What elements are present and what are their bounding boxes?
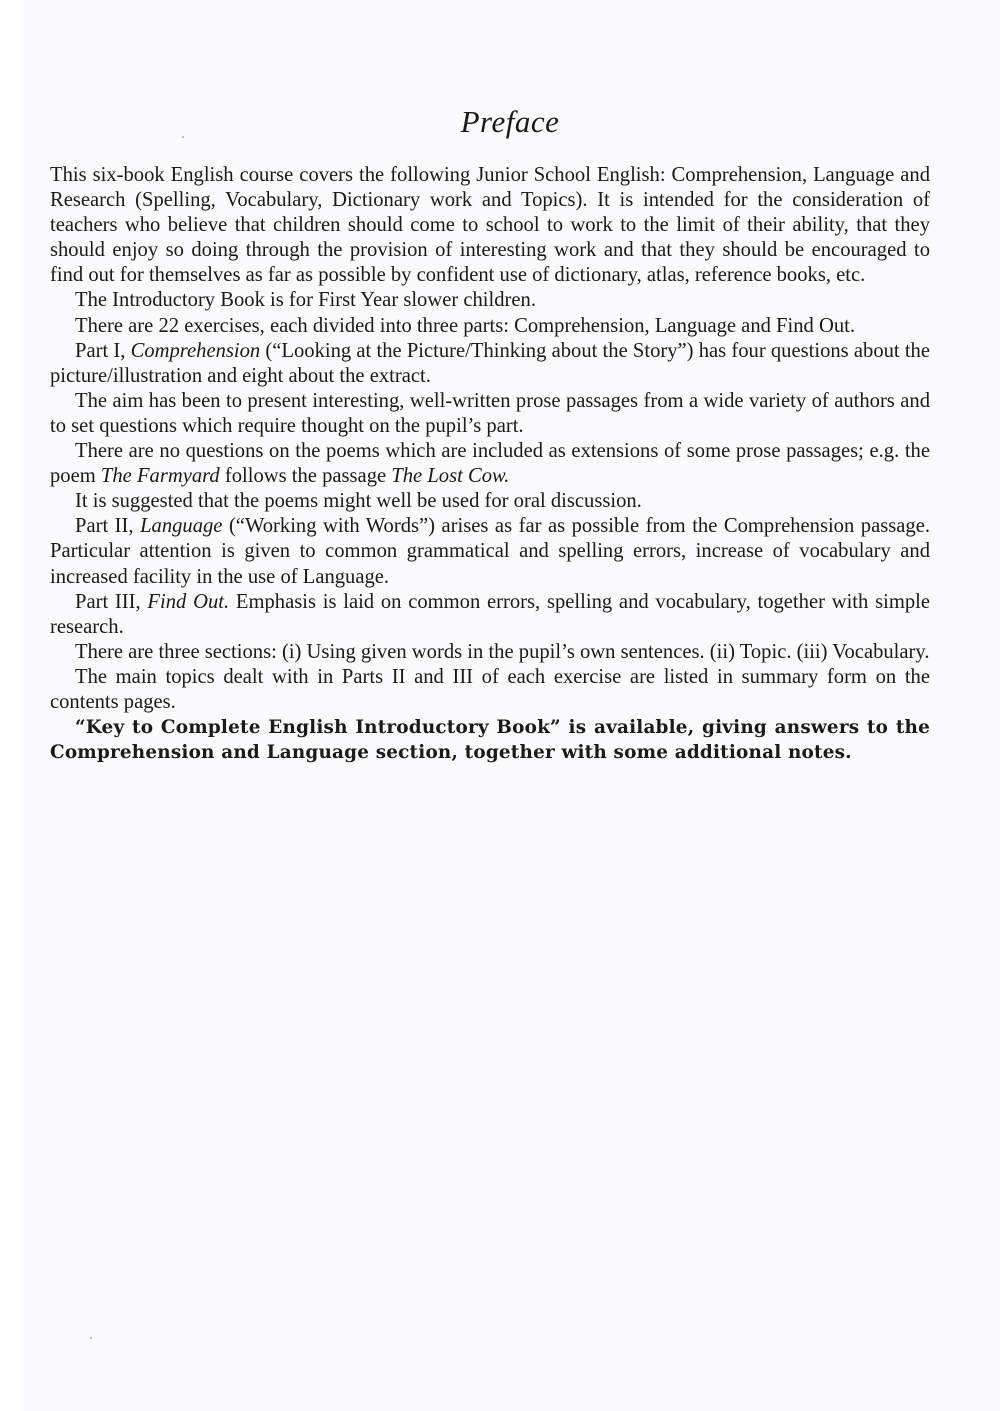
paragraph-oral: It is suggested that the poems might well be used for oral discussion. — [75, 490, 642, 513]
paragraph-exercises: There are 22 exercises, each divided into three parts: Comprehension, Language and Find Out. — [75, 314, 856, 337]
paragraph-intro: This six-book English course covers the following Junior School English: Comprehension, Language and Research (Spelling, Vocabulary, Dictionary work and Topics). It is intended for the consideration of teachers who believe that children should come to school to work to the limit of their ability, that they should enjoy so doing through the provision of interesting work and that they should be encouraged to find out for themselves as far as possible by confident use of dictionary, atlas, reference books, etc. — [50, 164, 930, 287]
page-title: Preface — [460, 104, 560, 139]
part-2-title: Language — [140, 515, 223, 538]
part-1-title: Comprehension — [130, 339, 261, 362]
paragraph-part-2 — [50, 514, 930, 589]
document-page — [20, 0, 1000, 1411]
passage-title: The Lost Cow. — [391, 465, 510, 488]
part-1-description: (“Looking at the Picture/Thinking about the Story”) has four questions about the picture/illustration and eight about the extract. — [50, 339, 930, 387]
scan-speck — [90, 1337, 92, 1339]
paragraph-part-3 — [50, 590, 930, 640]
paragraph-key-note: “Key to Complete English Introductory Book” is available, giving answers to the Comprehension and Language section, together with some additional notes. — [50, 717, 930, 764]
paragraph-introductory-book: The Introductory Book is for First Year slower children. — [75, 289, 536, 312]
paragraph-aim: The aim has been to present interesting, well-written prose passages from a wide variety of authors and to set questions which require thought on the pupil’s part. — [50, 389, 930, 437]
poems-prefix: There are no questions on the poems which are included as extensions of some prose passages; e.g. the poem — [50, 440, 930, 488]
scan-margin — [0, 0, 20, 1411]
part-3-description: Emphasis is laid on common errors, spelling and vocabulary, together with simple research. — [50, 590, 930, 638]
poem-title: The Farmyard — [100, 465, 220, 488]
part-2-description: (“Working with Words”) arises as far as possible from the Comprehension passage. Particular attention is given to common grammatical and spelling errors, increase of vocabulary and increased facility in the use of Language. — [50, 515, 930, 588]
part-3-title: Find Out. — [147, 590, 230, 613]
paragraph-poems — [50, 439, 930, 489]
part-1-prefix: Part I, — [75, 339, 131, 362]
paragraph-topics: The main topics dealt with in Parts II and III of each exercise are listed in summary form on the contents pages. — [50, 665, 930, 713]
part-2-prefix: Part II, — [75, 515, 141, 538]
paragraph-sections: There are three sections: (i) Using given words in the pupil’s own sentences. (ii) Topic. (iii) Vocabulary. — [75, 640, 930, 663]
part-3-prefix: Part III, — [75, 590, 148, 613]
preface-body — [50, 163, 930, 765]
poems-middle: follows the passage — [219, 465, 392, 488]
paragraph-part-1 — [50, 339, 930, 389]
